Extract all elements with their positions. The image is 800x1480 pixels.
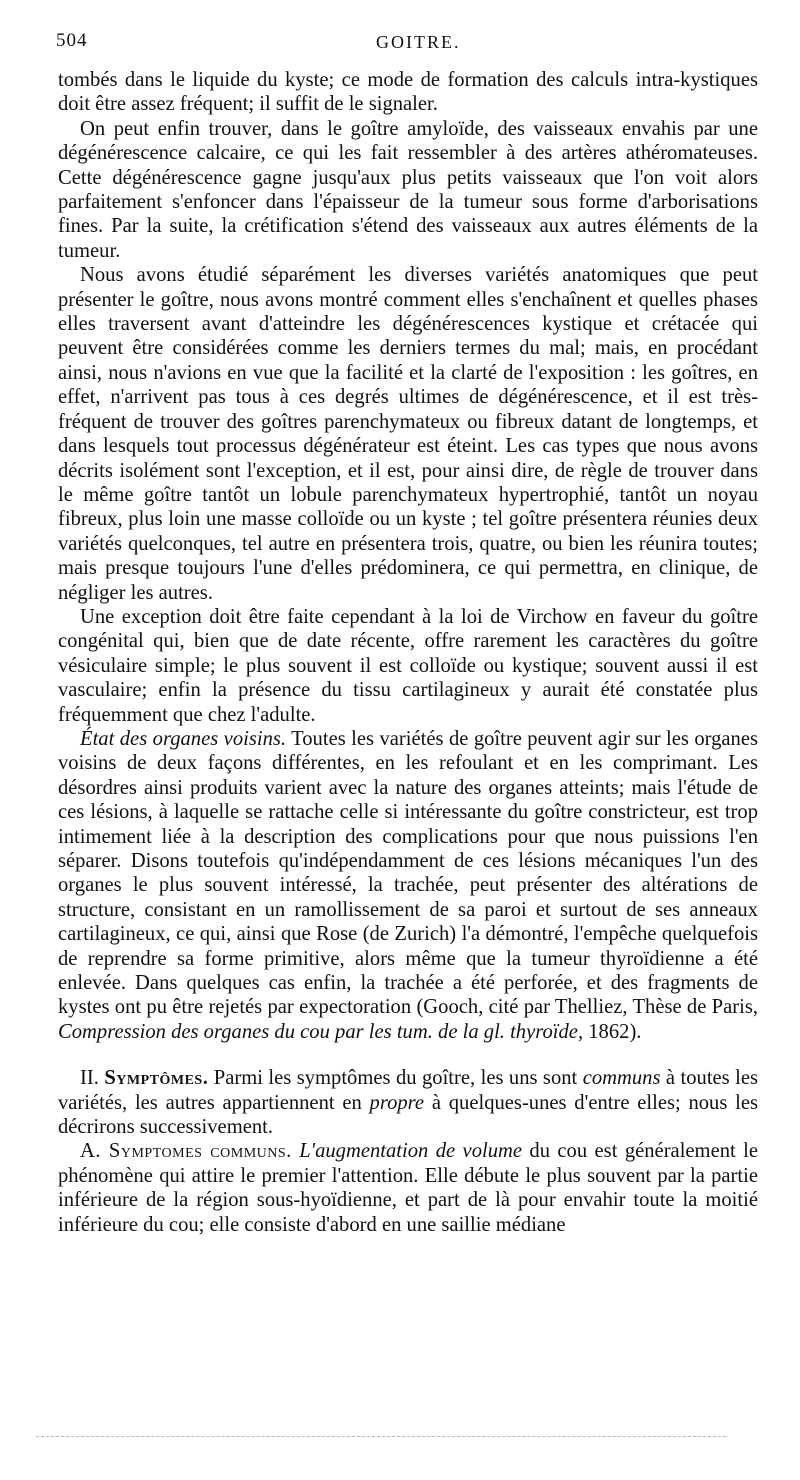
paragraph-amyloid: On peut enfin trouver, dans le goître amyloïde, des vaisseaux envahis par une dégénérescence calcaire, ce qui les fait ressembler à des artères athéromateuses. Cette dégénérescence gagne jusqu'aux plus petits vaisseaux que l'on voit alors parfaitement s'enfoncer dans l'épaisseur de la tumeur sous forme d'arborisations fines. Par la suite, la crétification s'étend des vaisseaux aux autres éléments de la tumeur.: [58, 117, 758, 262]
paragraph-continuation: tombés dans le liquide du kyste; ce mode de formation des calculs intra-kystiques doit être assez fréquent; il suffit de le signaler.: [58, 69, 758, 116]
term-communs: communs: [582, 1067, 661, 1090]
subheading-neighbouring-organs: État des organes voisins.: [80, 727, 287, 750]
symptoms-text-a: Parmi les symptômes du goître, les uns sont: [208, 1067, 583, 1090]
symptoms-text-b: à toutes les variétés, les autres appartiennent en: [58, 1067, 758, 1114]
citation-title: Compression des organes du cou par les tum. de la gl. thyroïde: [58, 1020, 578, 1043]
paragraph-common-symptoms: [58, 1139, 758, 1237]
term-propre: propre: [369, 1091, 425, 1114]
symptoms-text-c: à quelques-unes d'entre elles; nous les décrirons successivement.: [58, 1091, 758, 1139]
document-page: [58, 30, 758, 1237]
term-volume-increase: L'augmentation de volume: [299, 1140, 523, 1163]
common-symptoms-text: du cou est généralement le phénomène qui attire le premier l'attention. Elle débute le plus souvent par la partie inférieure de la région sous-hyoïdienne, et part de là pour envahir toute la moitié inférieure du cou; elle consiste d'abord en une saillie médiane: [58, 1140, 758, 1236]
footer-divider: [36, 1436, 726, 1437]
subheading-common-symptoms: A. Symptomes communs.: [80, 1140, 292, 1163]
paragraph-neighbouring-organs: [58, 727, 758, 1044]
page-number: 504: [56, 30, 88, 51]
citation-tail: , 1862).: [577, 1020, 642, 1043]
section-number: II.: [80, 1067, 99, 1090]
paragraph-varieties: Nous avons étudié séparément les diverses variétés anatomiques que peut présenter le goître, nous avons montré comment elles s'enchaînent et quelles phases elles traversent avant d'atteindre les dégénérescences kystique et crétacée qui peuvent être considérées comme les derniers termes du mal; mais, en procédant ainsi, nous n'avions en vue que la facilité et la clarté de l'exposition : les goîtres, en effet, n'arrivent pas tous à ces degrés ultimes de dégénérescence, et il est très-fréquent de trouver des goîtres parenchymateux ou fibreux datant de longtemps, et dans lesquels tout processus dégénérateur est éteint. Les cas types que nous avons décrits isolément sont l'exception, et il est, pour ainsi dire, de règle de trouver dans le même goître tantôt un lobule parenchymateux hypertrophié, tantôt un noyau fibreux, plus loin une masse colloïde ou un kyste ; tel goître présentera réunies deux variétés quelconques, tel autre en présentera trois, quatre, ou bien les réunira toutes; mais presque toujours l'une d'elles prédominera, ce qui permettra, en clinique, de négliger les autres.: [58, 264, 758, 604]
paragraph-virchow-exception: Une exception doit être faite cependant à la loi de Virchow en faveur du goître congénital qui, bien que de date récente, offre rarement les caractères du goître vésiculaire simple; le plus souvent il est colloïde ou kystique; souvent aussi il est vasculaire; enfin la présence du tissu cartilagineux y aurait été constatée plus fréquemment que chez l'adulte.: [58, 605, 758, 726]
running-title: GOITRE.: [376, 32, 461, 52]
neighbouring-organs-text: Toutes les variétés de goître peuvent agir sur les organes voisins de deux façons différentes, en les refoulant et en les comprimant. Les désordres ainsi produits varient avec la nature des organes atteints; mais l'étude de ces lésions, à laquelle se rattache celle si intéressante du goître constricteur, est trop intimement liée à la description des complications pour que nous puissions l'en séparer. Disons toutefois qu'indépendamment de ces lésions mécaniques l'un des organes le plus souvent intéressé, la trachée, peut présenter des altérations de structure, consistant en un ramollissement de sa paroi et surtout de ses anneaux cartilagineux, ce qui, ainsi que Rose (de Zurich) l'a démontré, l'empêche quelquefois de reprendre sa forme primitive, alors même que la tumeur thyroïdienne a été enlevée. Dans quelques cas enfin, la trachée a été perforée, et des fragments de kystes ont pu être rejetés par expectoration (Gooch, cité par Thelliez, Thèse de Paris,: [58, 727, 758, 1019]
section-title: Symptômes.: [104, 1067, 209, 1090]
page-header: [58, 30, 758, 62]
paragraph-symptoms: [58, 1066, 758, 1139]
